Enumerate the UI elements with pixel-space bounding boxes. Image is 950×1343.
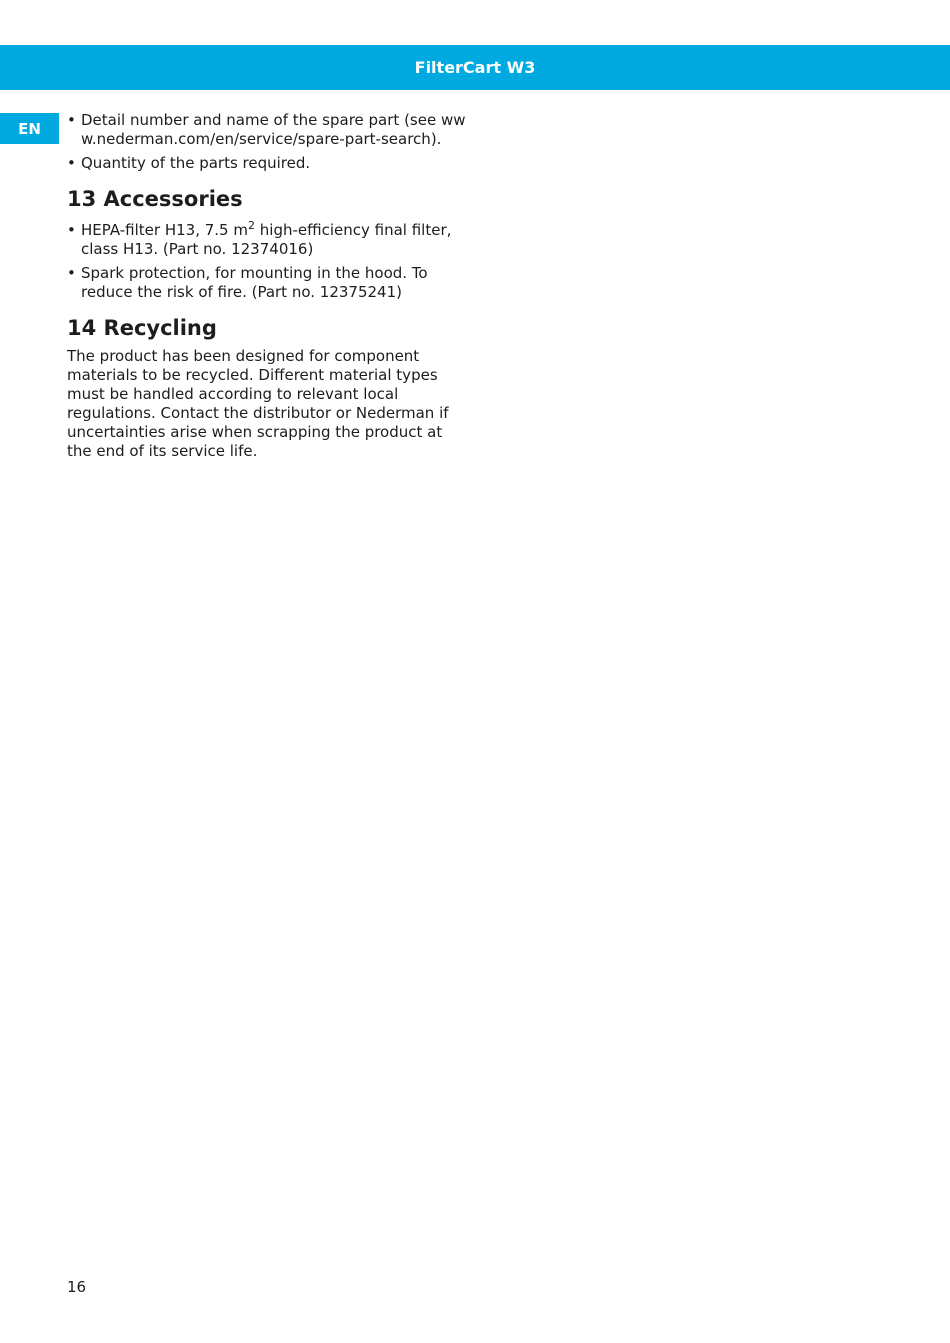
list-item	[67, 221, 467, 259]
spare-part-order-list	[67, 111, 467, 173]
superscript: 2	[248, 219, 255, 232]
list-item	[67, 154, 467, 173]
bullet-icon: •	[67, 154, 76, 172]
list-item-text: Quantity of the parts required.	[81, 154, 311, 172]
hepa-filter-text-rest: high-efficiency final filter, class H13. (Part no. 12374016)	[81, 221, 452, 258]
list-item	[67, 264, 467, 302]
language-label: EN	[18, 119, 41, 138]
recycling-paragraph: The product has been designed for component materials to be recycled. Different material types must be handled according to relevant local regulations. Contact the distributor or Nederman if uncertainties arise when scrapping the product at the end of its service life.	[67, 347, 449, 460]
spark-protection-text: Spark protection, for mounting in the hood. To reduce the risk of fire. (Part no. 12375241)	[81, 264, 428, 301]
list-item-text-start: Detail number and name of the spare part (see	[81, 111, 441, 129]
document-title: FilterCart W3	[414, 58, 536, 77]
recycling-heading: 14 Recycling	[67, 316, 217, 340]
list-item-text-end: ).	[430, 130, 442, 148]
page-number: 16	[67, 1278, 87, 1296]
main-content	[67, 111, 467, 461]
accessories-heading: 13 Accessories	[67, 187, 243, 211]
list-item	[67, 111, 467, 149]
bullet-icon: •	[67, 111, 76, 129]
hepa-filter-text: HEPA-filter H13, 7.5 m	[81, 221, 248, 239]
bullet-icon: •	[67, 221, 76, 239]
spare-part-search-link[interactable]: www.nederman.com/en/service/spare-part-search	[81, 111, 466, 148]
language-tab	[0, 113, 59, 144]
accessories-list	[67, 221, 467, 302]
bullet-icon: •	[67, 264, 76, 282]
header-bar	[0, 45, 950, 90]
